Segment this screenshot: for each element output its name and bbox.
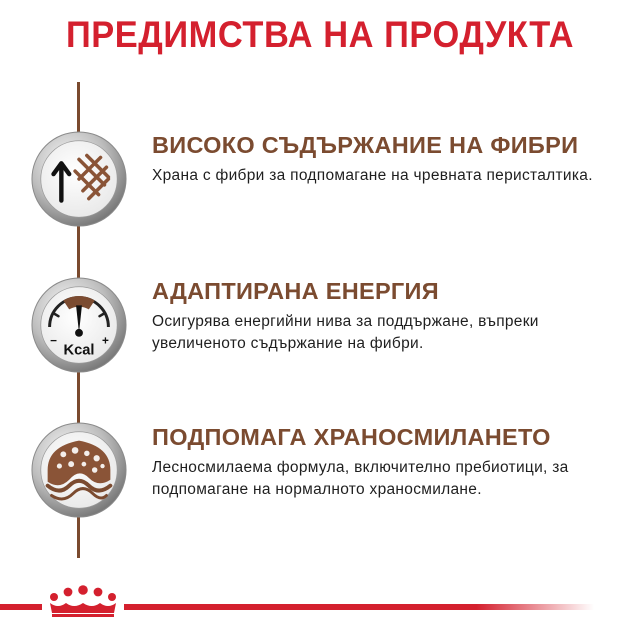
footer-line-right [124,604,594,610]
footer-line-left [0,604,42,610]
kcal-label: Kcal [63,342,95,359]
page-title: ПРЕДИМСТВА НА ПРОДУКТА [65,14,575,55]
benefit-description: Храна с фибри за подпомагане на чревната перисталтика. [152,167,593,184]
svg-text:+: + [102,334,109,348]
benefit-title: АДАПТИРАНА ЕНЕРГИЯ [152,278,439,304]
svg-text:−: − [50,334,57,348]
benefit-fiber [152,131,622,187]
kcal-gauge-icon [30,276,128,374]
benefit-description: Осигурява енергийни нива за поддържане, въпреки увеличеното съдържание на фибри. [152,313,539,352]
benefit-energy [152,277,622,355]
benefit-icon-digestion [30,421,128,519]
benefit-description: Лесносмилаема формула, включително пребиотици, за подпомагане на нормалното храносмилане. [152,459,569,498]
benefit-icon-energy [30,276,128,374]
crown-logo [44,585,122,619]
benefit-title: ВИСОКО СЪДЪРЖАНИЕ НА ФИБРИ [152,132,579,158]
digestion-icon [30,421,128,519]
fiber-arrow-icon [30,130,128,228]
benefit-icon-fiber [30,130,128,228]
benefit-digestion [152,423,622,501]
benefit-title: ПОДПОМАГА ХРАНОСМИЛАНЕТО [152,424,551,450]
crown-logo-icon [44,585,122,619]
